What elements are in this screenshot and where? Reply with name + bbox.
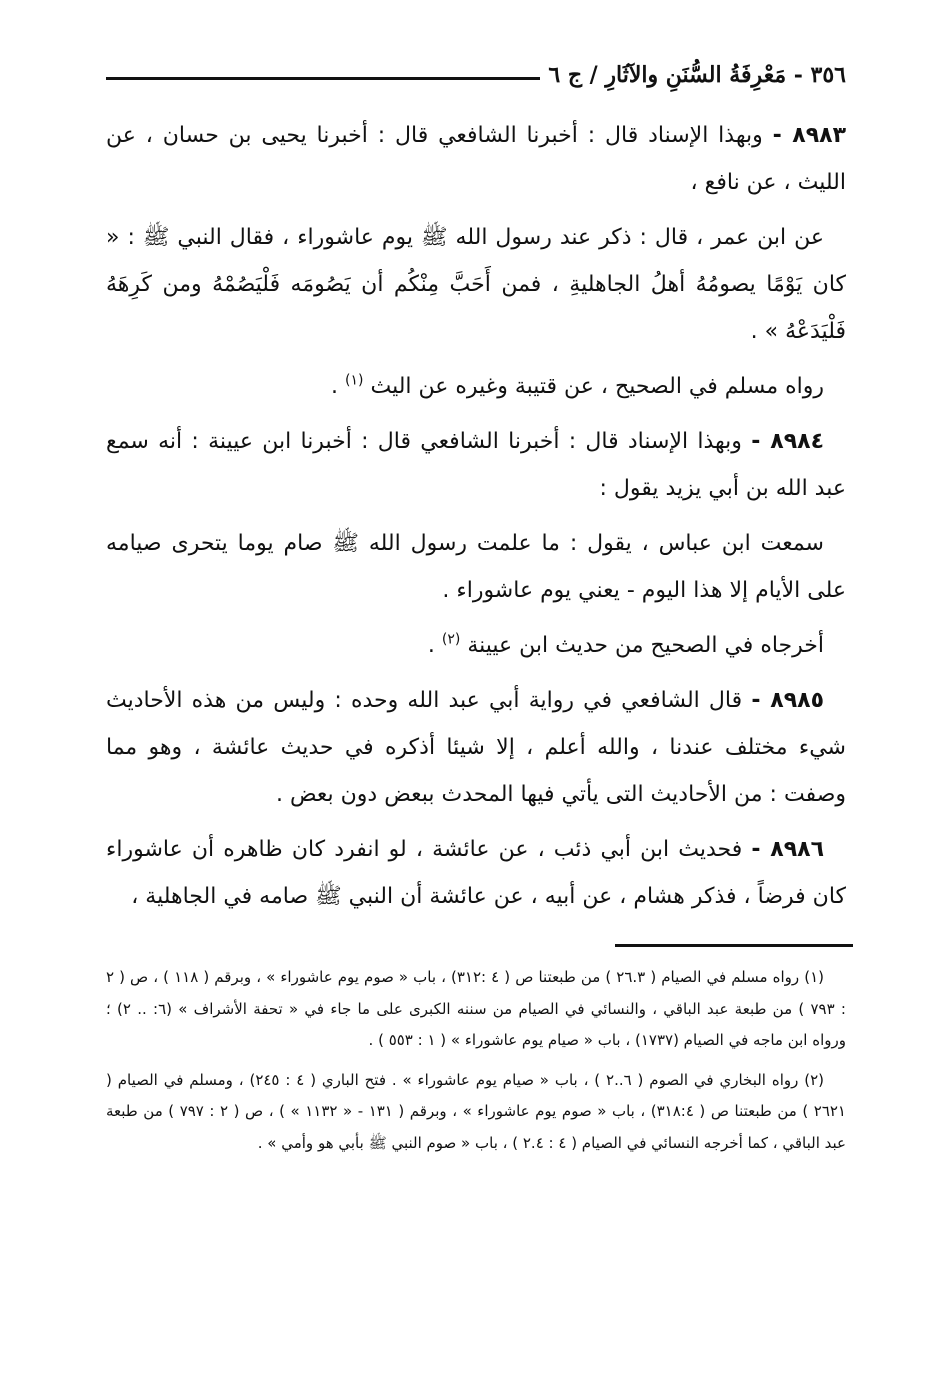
hadith-text: وبهذا الإسناد قال : أخبرنا الشافعي قال : أخبرنا ابن عيينة : أنه سمع عبد الله بن أبي يزيد يقول : (106, 429, 846, 501)
hadith-8984-matn (106, 520, 846, 614)
hadith-8984-source (106, 622, 846, 669)
footnote-ref-1[interactable]: (١) (345, 372, 364, 389)
hadith-number: ٨٩٨٤ - (751, 429, 824, 454)
hadith-number: ٨٩٨٦ - (751, 837, 824, 862)
hadith-8983-source (106, 363, 846, 410)
footnote-2: (٢) رواه البخاري في الصوم ( ٦..٢ ) ، باب « صيام يوم عاشوراء » . فتح الباري ( ٤ : ٢٤٥) ، ومسلم في الصيام ( ٢٦٢١ ) من طبعتنا ص ( ٣١٨:٤) ، باب « صوم يوم عاشوراء » ، وبرقم ( ١٣١ - « ١١٣٢ » ) ، ص ( ٢ : ٧٩٧ ) من طبعة عبد الباقي ، كما أخرجه النسائي في الصيام ( ٤ : ٢.٤ ) ، باب « صوم النبي ﷺ بأبي هو وأمي » . (106, 1070, 846, 1152)
header-rule (106, 77, 540, 80)
hadith-8986 (106, 826, 846, 920)
hadith-text: قال الشافعي في رواية أبي عبد الله وحده : وليس من هذه الأحاديث شيء مختلف عندنا ، والله أعلم ، إلا شيئا أذكره في حديث عائشة ، وهو مما وصفت : من الأحاديث التى يأتي فيها المحدث ببعض دون بعض . (106, 688, 846, 807)
footnote-ref-2[interactable]: (٢) (441, 631, 461, 648)
running-title: ٣٥٦ - مَعْرِفَةُ السُّنَنِ والآثَارِ / ج ٦ (548, 62, 846, 88)
main-text (106, 112, 846, 928)
hadith-8983-matn (106, 214, 846, 355)
source-text: أخرجاه في الصحيح من حديث ابن عيينة (467, 633, 824, 658)
hadith-number: ٨٩٨٣ - (772, 123, 846, 148)
hadith-text: وبهذا الإسناد قال : أخبرنا الشافعي قال : أخبرنا يحيى بن حسان ، عن الليث ، عن نافع ، (106, 123, 846, 195)
source-tail: . (427, 633, 442, 658)
footnotes (106, 962, 846, 1167)
hadith-8985 (106, 677, 846, 818)
footnote-1: (١) رواه مسلم في الصيام ( ٢٦.٣ ) من طبعتنا ص ( ٤ :٣١٢) ، باب « صوم يوم عاشوراء » ، وبرقم ( ١١٨ ) ، ص ( ٢ : ٧٩٣ ) من طبعة عبد الباقي ، والنسائي في الصيام من سننه الكبرى على ما جاء في « تحفة الأشراف » (٦: .. ٢) ؛ ورواه ابن ماجه في الصيام (١٧٣٧) ، باب « صيام يوم عاشوراء » ( ١ : ٥٥٣ ) . (106, 968, 846, 1049)
hadith-number: ٨٩٨٥ - (751, 688, 824, 713)
hadith-8984 (106, 418, 846, 512)
hadith-8983 (106, 112, 846, 206)
hadith-text: عن ابن عمر ، قال : ذكر عند رسول الله ﷺ يوم عاشوراء ، فقال النبي ﷺ : « كان يَوْمًا يصومُهُ أهلُ الجاهليةِ ، فمن أَحَبَّ مِنْكُم أن يَصُومَه فَلْيَصُمْهُ ومن كَرِهَهُ فَلْيَدَعْهُ » . (106, 225, 846, 344)
footnote-separator (615, 944, 853, 947)
page-header (106, 58, 846, 92)
source-text: رواه مسلم في الصحيح ، عن قتيبة وغيره عن اليث (370, 374, 824, 399)
source-tail: . (331, 374, 346, 399)
hadith-text: سمعت ابن عباس ، يقول : ما علمت رسول الله ﷺ صام يوما يتحرى صيامه على الأيام إلا هذا اليوم - يعني يوم عاشوراء . (106, 531, 846, 603)
hadith-text: فحديث ابن أبي ذئب ، عن عائشة ، لو انفرد كان ظاهره أن عاشوراء كان فرضاً ، فذكر هشام ، عن أبيه ، عن عائشة أن النبي ﷺ صامه في الجاهلية ، (106, 837, 846, 909)
